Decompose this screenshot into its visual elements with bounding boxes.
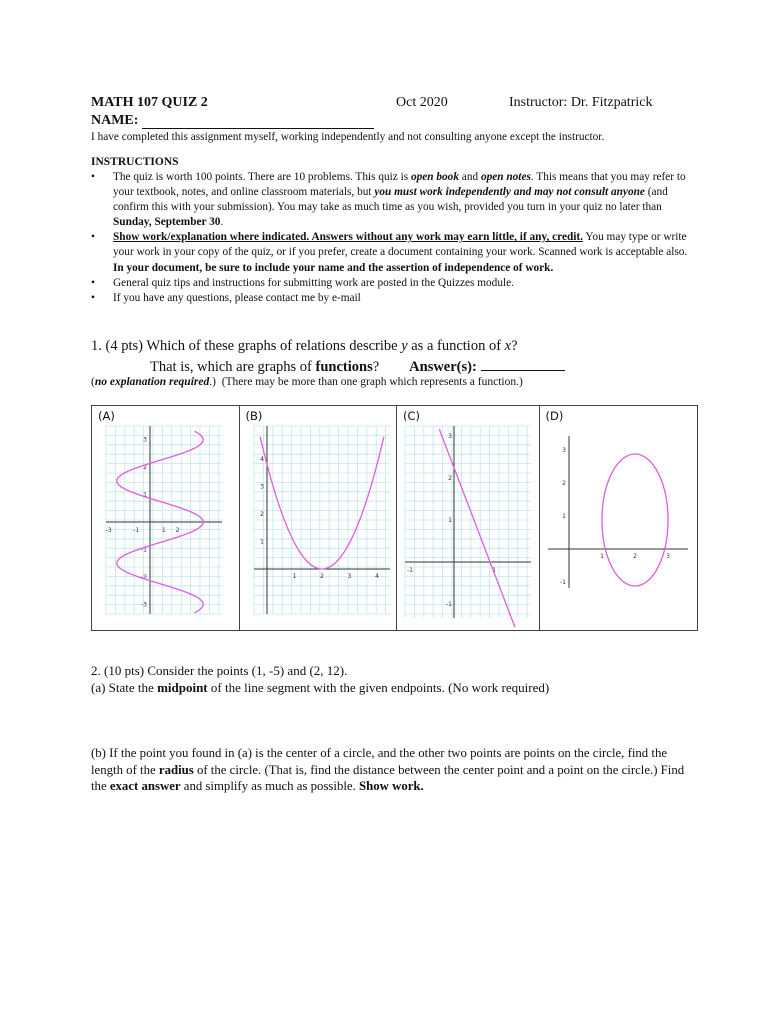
instruction-text: The quiz is worth 100 points. There are 10 problems. This quiz is bbox=[113, 171, 411, 183]
bullet-icon: • bbox=[91, 276, 95, 289]
list-item bbox=[91, 230, 691, 275]
q1-note-text: (There may be more than one graph which represents a function.) bbox=[221, 376, 523, 388]
quiz-date: Oct 2020 bbox=[396, 95, 448, 110]
instructor-name: Instructor: Dr. Fitzpatrick bbox=[509, 95, 653, 110]
tick-label: 2 bbox=[143, 464, 147, 471]
tick-label: 2 bbox=[175, 527, 180, 534]
question-1-note: (no explanation required.) (There may be more than one graph which represents a function.) bbox=[91, 376, 523, 388]
graph-cell-b bbox=[240, 406, 397, 630]
tick-label: -1 bbox=[133, 527, 140, 534]
exact-answer-text: exact answer bbox=[109, 779, 181, 793]
answer-label: Answer(s): bbox=[409, 359, 477, 375]
graph-cell-c bbox=[397, 406, 540, 630]
no-explanation-text: no explanation required bbox=[94, 376, 210, 388]
tick-label: 1 bbox=[492, 567, 496, 574]
bullet-icon: • bbox=[91, 171, 95, 183]
instruction-text: and bbox=[458, 171, 481, 183]
tick-label: -2 bbox=[141, 574, 147, 581]
graph-b-plot bbox=[240, 406, 398, 632]
list-item bbox=[91, 291, 691, 306]
question-1-subprompt bbox=[150, 357, 565, 376]
tick-label: 1 bbox=[292, 573, 296, 580]
graph-label: (C) bbox=[403, 409, 421, 423]
tick-label: 4 bbox=[259, 456, 264, 463]
show-work-text: Show work/explanation where indicated. Answers without any work may earn little, if any, credit. bbox=[113, 231, 583, 244]
q1-text: That is, which are graphs of bbox=[150, 359, 316, 375]
tick-label: 1 bbox=[599, 553, 604, 560]
deadline-text: Sunday, September 30 bbox=[113, 216, 221, 229]
tick-label: -1 bbox=[407, 567, 413, 574]
q1-text: ? bbox=[372, 359, 380, 375]
instructions-title: INSTRUCTIONS bbox=[91, 156, 179, 168]
curve-b bbox=[260, 437, 384, 569]
tick-label: 3 bbox=[259, 483, 264, 491]
q1-text: as a function of bbox=[407, 338, 505, 354]
q1-text: ? bbox=[511, 338, 518, 354]
bullet-icon: • bbox=[91, 291, 95, 304]
tick-label: 1 bbox=[259, 538, 264, 546]
q2b-text: of the circle. (That is, find the distance between the center point and a point on the circle.) Find the bbox=[91, 762, 685, 793]
name-label: NAME: bbox=[91, 113, 139, 128]
instruction-text: . This means that you may refer to your textbook, notes, and online classroom materials, but bbox=[113, 171, 686, 199]
curve-c bbox=[439, 429, 515, 627]
tick-label: 3 bbox=[448, 433, 452, 440]
tick-label: 3 bbox=[143, 436, 147, 444]
instructions-list bbox=[91, 170, 691, 306]
open-book-text: open book bbox=[410, 171, 459, 183]
tick-label: -1 bbox=[141, 546, 147, 554]
q1-var-y: y bbox=[401, 338, 408, 354]
graph-label: (A) bbox=[98, 409, 115, 423]
instruction-text: General quiz tips and instructions for submitting work are posted in the Quizzes module. bbox=[113, 276, 514, 289]
tick-label: 4 bbox=[374, 573, 379, 580]
show-work-text: Show work. bbox=[359, 779, 424, 793]
curve-d bbox=[599, 454, 668, 586]
graph-cell-d bbox=[540, 406, 697, 630]
bullet-icon: • bbox=[91, 231, 95, 244]
graph-d-plot bbox=[540, 406, 698, 632]
graph-cell-a bbox=[92, 406, 240, 630]
tick-label: -3 bbox=[141, 601, 147, 609]
tick-label: 1 bbox=[448, 517, 452, 524]
course-title: MATH 107 QUIZ 2 bbox=[91, 95, 208, 110]
tick-label: -3 bbox=[105, 527, 112, 534]
question-2-prompt: 2. (10 pts) Consider the points (1, -5) and (2, 12). bbox=[91, 663, 348, 678]
instruction-text: If you have any questions, please contact me by e-mail bbox=[113, 291, 361, 304]
q2a-text: of the line segment with the given endpoints. (No work required) bbox=[207, 680, 550, 695]
q1-text: 1. (4 pts) Which of these graphs of relations describe bbox=[91, 338, 402, 354]
tick-label: 2 bbox=[561, 480, 566, 487]
instruction-text: . bbox=[220, 216, 224, 229]
graph-a-plot bbox=[92, 406, 240, 632]
q1-var-x: x bbox=[504, 338, 512, 354]
tick-label: 2 bbox=[448, 475, 452, 482]
independence-text: you must work independently and may not consult anyone bbox=[374, 186, 645, 199]
question-2b bbox=[91, 745, 691, 795]
tick-label: 2 bbox=[632, 553, 637, 560]
graphs-table bbox=[91, 405, 698, 631]
graph-label: (D) bbox=[545, 409, 564, 423]
graph-label: (B) bbox=[245, 409, 263, 423]
tick-label: 2 bbox=[259, 511, 264, 518]
attestation-statement: I have completed this assignment myself, working independently and not consulting anyone except the instructor. bbox=[91, 131, 605, 143]
q2b-text: and simplify as much as possible. bbox=[180, 779, 359, 793]
tick-label: 3 bbox=[347, 573, 351, 580]
tick-label: -1 bbox=[446, 601, 452, 608]
midpoint-text: midpoint bbox=[157, 680, 208, 695]
instruction-text: You may type or write your work in your copy of the quiz, or if you prefer, create a document containing your work. Scanned work is acceptable also. bbox=[113, 231, 688, 259]
tick-label: 3 bbox=[665, 553, 670, 560]
functions-text: functions bbox=[315, 359, 373, 375]
answer-blank[interactable] bbox=[481, 357, 565, 371]
tick-label: 1 bbox=[143, 491, 147, 499]
tick-label: 2 bbox=[319, 573, 324, 580]
list-item bbox=[91, 276, 691, 291]
instruction-text: (and confirm this with your submission). You may take as much time as you wish, provided you turn in your quiz no later than bbox=[113, 186, 668, 214]
question-2a bbox=[91, 680, 549, 696]
tick-label: 3 bbox=[561, 447, 566, 454]
list-item bbox=[91, 170, 691, 230]
tick-label: 1 bbox=[561, 513, 566, 520]
tick-label: 1 bbox=[161, 527, 166, 534]
name-blank[interactable] bbox=[142, 114, 374, 129]
question-1-prompt bbox=[91, 338, 518, 355]
q2b-text: (b) If the point you found in (a) is the center of a circle, and the other two points are points on the circle, find the length of the bbox=[91, 746, 668, 777]
open-notes-text: open notes bbox=[480, 171, 531, 183]
radius-text: radius bbox=[158, 762, 194, 777]
name-row bbox=[91, 113, 374, 129]
q2a-text: (a) State the bbox=[91, 680, 158, 695]
graph-c-plot bbox=[397, 406, 540, 632]
assertion-text: In your document, be sure to include your name and the assertion of independence of work. bbox=[113, 261, 554, 274]
tick-label: -1 bbox=[559, 579, 566, 586]
